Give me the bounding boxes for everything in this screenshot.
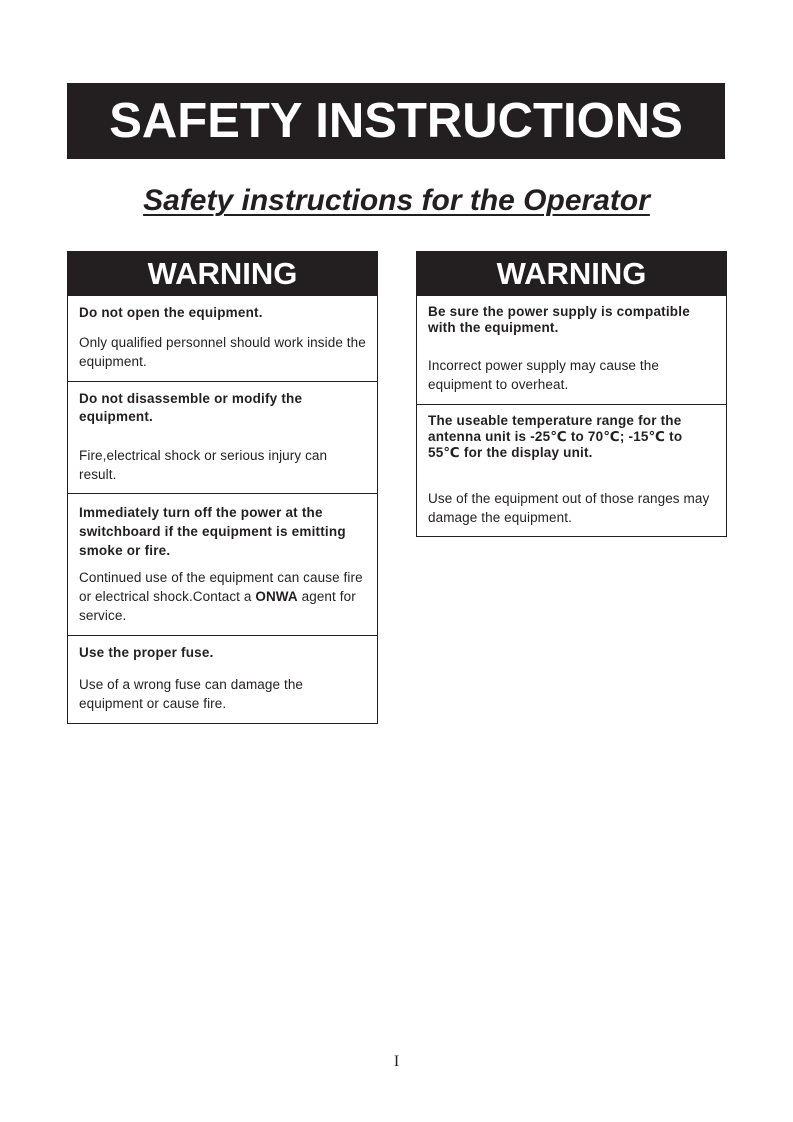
brand-name: ONWA: [255, 589, 298, 604]
warning-item-body: [79, 568, 366, 625]
warning-item-title: Do not open the equipment.: [79, 305, 263, 320]
warning-item: [417, 404, 726, 536]
warning-header: WARNING: [68, 252, 377, 296]
warning-item: [68, 635, 377, 723]
warning-item-body: Use of a wrong fuse can damage the equipment or cause fire.: [79, 677, 304, 711]
warning-item-body: Incorrect power supply may cause the equipment to overheat.: [428, 358, 659, 392]
warning-item-body: Only qualified personnel should work inside the equipment.: [79, 335, 366, 369]
warning-item-title: Be sure the power supply is compatible with the equipment.: [428, 304, 690, 335]
warning-box-right: [416, 251, 727, 537]
warning-item: [68, 381, 377, 493]
warning-item-body-text: agent for service.: [79, 589, 356, 623]
warning-item-body-text: Continued use of the equipment can cause fire or electrical shock.Contact a: [79, 570, 363, 604]
warning-item-title: Immediately turn off the power at the switchboard if the equipment is emitting smoke or fire.: [79, 505, 346, 558]
warning-item-body: Use of the equipment out of those ranges may damage the equipment.: [428, 491, 710, 525]
warning-item: [68, 493, 377, 635]
page-number: I: [393, 1053, 400, 1070]
warning-box-left: [67, 251, 378, 724]
page-title: SAFETY INSTRUCTIONS: [67, 83, 725, 159]
warning-item-title: Do not disassemble or modify the equipment.: [79, 391, 303, 424]
warning-item: [417, 296, 726, 404]
warning-item-body: Fire,electrical shock or serious injury can result.: [79, 448, 328, 482]
warning-item-title: The useable temperature range for the antenna unit is -25℃ to 70℃; -15℃ to 55℃ for the display unit.: [428, 413, 683, 460]
warning-header: WARNING: [417, 252, 726, 296]
warning-item-title: Use the proper fuse.: [79, 645, 214, 660]
warning-item: [68, 296, 377, 381]
section-subtitle: Safety instructions for the Operator: [143, 184, 650, 217]
